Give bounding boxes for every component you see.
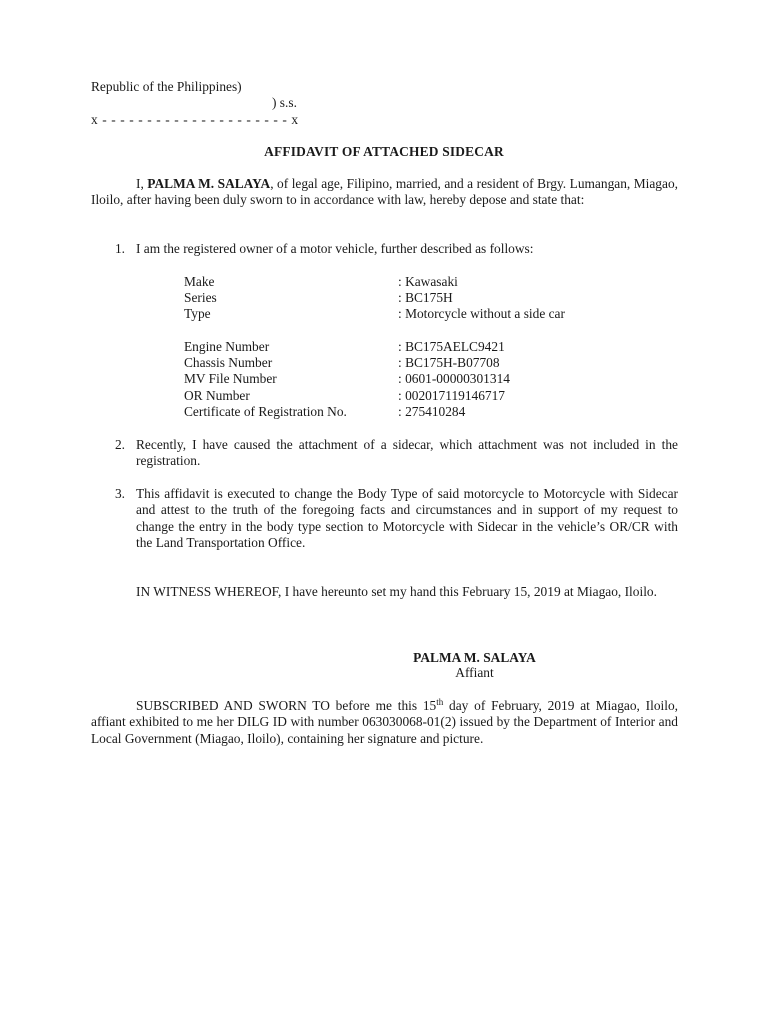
intro-paragraph bbox=[91, 176, 678, 209]
spec-label: Chassis Number bbox=[184, 355, 273, 370]
spec-value: : Motorcycle without a side car bbox=[398, 306, 565, 321]
jurat-text-end: day of February, 2019 at Miagao, Iloilo, affiant exhibited to me her DILG ID with number 063030068-01(2) issued by the Department of Interior and Local Government (Miagao, Iloilo), containing her signature and picture. bbox=[91, 698, 679, 746]
spec-label: OR Number bbox=[184, 388, 250, 403]
header-venue-line: Republic of the Philippines) bbox=[91, 79, 242, 94]
signature-role: Affiant bbox=[455, 665, 494, 680]
intro-text: , of legal age, Filipino, married, and a resident of Brgy. Lumangan, Miagao, Iloilo, after having been duly sworn to in accordance with law, hereby depose and state that: bbox=[91, 176, 678, 208]
spec-value: : 0601-00000301314 bbox=[398, 371, 510, 386]
spec-label: Engine Number bbox=[184, 339, 270, 354]
intro-prefix: I, bbox=[136, 176, 148, 191]
spec-value: : BC175H bbox=[398, 290, 453, 305]
spec-label: Type bbox=[184, 306, 211, 321]
jurat-ordinal-suffix: th bbox=[436, 697, 444, 707]
item-text: Recently, I have caused the attachment of a sidecar, which attachment was not included in the registration. bbox=[136, 437, 678, 469]
item-number: 3. bbox=[114, 486, 125, 501]
jurat-paragraph bbox=[91, 698, 678, 747]
item-number: 1. bbox=[114, 241, 125, 256]
spec-value: : BC175AELC9421 bbox=[398, 339, 505, 354]
header-ss-line: ) s.s. bbox=[272, 95, 297, 110]
item-number: 2. bbox=[114, 437, 125, 452]
spec-label: Certificate of Registration No. bbox=[184, 404, 347, 419]
item-text: This affidavit is executed to change the Body Type of said motorcycle to Motorcycle with Sidecar and attest to the truth of the foregoing facts and circumstances and in support of my request to change the entry in the body type section to Motorcycle with Sidecar in the vehicle’s OR/CR with the Land Transportation Office. bbox=[136, 486, 678, 551]
affiant-name-inline: PALMA M. SALAYA bbox=[147, 176, 271, 191]
spec-label: Make bbox=[184, 274, 215, 289]
witness-paragraph: IN WITNESS WHEREOF, I have hereunto set my hand this February 15, 2019 at Miagao, Iloilo. bbox=[136, 584, 657, 599]
header-separator: x - - - - - - - - - - - - - - - - - - - - - x bbox=[91, 112, 299, 127]
document-title: AFFIDAVIT OF ATTACHED SIDECAR bbox=[264, 144, 504, 159]
spec-value: : 002017119146717 bbox=[398, 388, 506, 403]
spec-value: : BC175H-B07708 bbox=[398, 355, 500, 370]
jurat-text-start: SUBSCRIBED AND SWORN TO before me this 15 bbox=[136, 698, 437, 713]
spec-value: : 275410284 bbox=[398, 404, 466, 419]
signature-name: PALMA M. SALAYA bbox=[413, 650, 536, 665]
spec-label: Series bbox=[184, 290, 217, 305]
spec-value: : Kawasaki bbox=[398, 274, 458, 289]
spec-label: MV File Number bbox=[184, 371, 277, 386]
item-text: I am the registered owner of a motor vehicle, further described as follows: bbox=[136, 241, 534, 256]
